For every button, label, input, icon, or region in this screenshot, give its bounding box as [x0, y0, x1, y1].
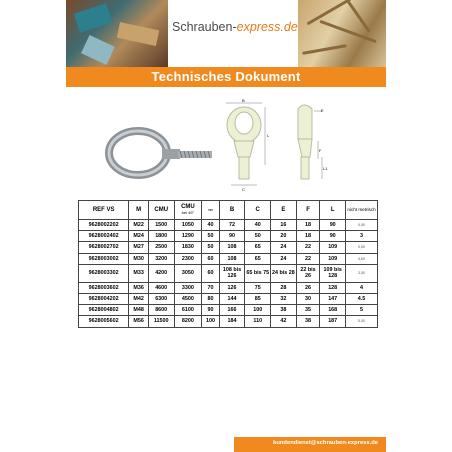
- table-cell: 11500: [148, 316, 174, 327]
- table-row: [79, 231, 378, 242]
- header-banner: [66, 0, 386, 67]
- table-cell: 100: [245, 305, 271, 316]
- table-row: [79, 242, 378, 253]
- table-row: [79, 305, 378, 316]
- table-cell: 24: [271, 242, 297, 253]
- table-cell: 4600: [148, 282, 174, 293]
- label-e: E: [321, 108, 324, 113]
- table-cell: 2500: [148, 242, 174, 253]
- table-cell: 3300: [174, 282, 202, 293]
- table-cell: 9628002402: [79, 231, 129, 242]
- table-cell: 22: [296, 253, 320, 264]
- table-cell: 38: [296, 316, 320, 327]
- document-page: [66, 0, 386, 452]
- table-cell: 70: [202, 282, 219, 293]
- logo-accent: express.de: [236, 20, 298, 34]
- table-cell: 187: [320, 316, 346, 327]
- header-ref: REF VS: [79, 201, 129, 220]
- table-cell: 2300: [174, 253, 202, 264]
- label-l: L: [267, 133, 270, 138]
- table-cell: M56: [129, 316, 149, 327]
- table-cell: M22: [129, 220, 149, 231]
- table-cell: 1830: [174, 242, 202, 253]
- table-cell: 3,60: [346, 253, 378, 264]
- table-cell: 6300: [148, 293, 174, 304]
- table-cell: 72: [219, 220, 245, 231]
- table-cell: 109 bis 128: [320, 264, 346, 282]
- table-cell: 9628003302: [79, 264, 129, 282]
- table-cell: 22 bis 26: [296, 264, 320, 282]
- table-cell: 108: [219, 253, 245, 264]
- table-cell: 60: [202, 264, 219, 282]
- table-cell: 40: [245, 220, 271, 231]
- table-cell: 32: [271, 293, 297, 304]
- header-c: C: [245, 201, 271, 220]
- table-cell: 3050: [174, 264, 202, 282]
- table-cell: 50: [202, 242, 219, 253]
- table-cell: 8600: [148, 305, 174, 316]
- table-cell: 147: [320, 293, 346, 304]
- table-cell: 4500: [174, 293, 202, 304]
- table-cell: 109: [320, 253, 346, 264]
- table-cell: 184: [219, 316, 245, 327]
- label-f: F: [319, 148, 322, 153]
- table-row: [79, 253, 378, 264]
- table-cell: 22: [296, 242, 320, 253]
- product-illustration: [66, 95, 386, 195]
- table-cell: M48: [129, 305, 149, 316]
- table-cell: 109: [320, 242, 346, 253]
- table-row: [79, 282, 378, 293]
- table-cell: 110: [245, 316, 271, 327]
- spec-table: [78, 200, 378, 328]
- table-cell: 42: [271, 316, 297, 327]
- table-cell: 40: [202, 220, 219, 231]
- table-cell: 4200: [148, 264, 174, 282]
- contact-email[interactable]: kundendienst@schrauben-express.de: [273, 440, 378, 446]
- table-cell: 85: [245, 293, 271, 304]
- table-cell: M36: [129, 282, 149, 293]
- header-m: M: [129, 201, 149, 220]
- table-cell: 35: [296, 305, 320, 316]
- eye-bolt-photo: [109, 131, 212, 175]
- table-cell: 24: [271, 253, 297, 264]
- table-cell: 9628005602: [79, 316, 129, 327]
- header-b: B: [219, 201, 245, 220]
- table-cell: 8200: [174, 316, 202, 327]
- label-b: B: [242, 98, 245, 103]
- table-cell: 90: [320, 220, 346, 231]
- title-bar: [66, 67, 386, 87]
- table-cell: 3: [346, 231, 378, 242]
- table-cell: 9628003002: [79, 253, 129, 264]
- table-cell: 5: [346, 305, 378, 316]
- footer-bar: [234, 437, 386, 452]
- header-nicht-metrisch: nicht metrisch: [346, 201, 378, 220]
- table-cell: 128: [320, 282, 346, 293]
- header-cmu-45: CMU bei 45°: [174, 201, 202, 220]
- table-cell: 5,50: [346, 316, 378, 327]
- table-cell: 3,50: [346, 264, 378, 282]
- table-cell: 1500: [148, 220, 174, 231]
- table-cell: M24: [129, 231, 149, 242]
- table-cell: 9628003602: [79, 282, 129, 293]
- table-cell: 3200: [148, 253, 174, 264]
- label-l1: L1: [323, 166, 328, 171]
- table-cell: 90: [202, 305, 219, 316]
- table-cell: M30: [129, 253, 149, 264]
- header-cmu: CMU: [148, 201, 174, 220]
- table-cell: 9628002202: [79, 220, 129, 231]
- table-cell: 90: [320, 231, 346, 242]
- side-view-drawing: [298, 105, 328, 179]
- table-cell: 20: [271, 231, 297, 242]
- table-cell: 166: [219, 305, 245, 316]
- table-cell: 16: [271, 220, 297, 231]
- table-cell: 80: [202, 293, 219, 304]
- document-title: Technisches Dokument: [151, 69, 301, 84]
- table-cell: 108 bis 126: [219, 264, 245, 282]
- table-cell: 65 bis 75: [245, 264, 271, 282]
- table-cell: M42: [129, 293, 149, 304]
- brand-logo: [172, 20, 298, 34]
- table-cell: 4: [346, 282, 378, 293]
- label-c: C: [242, 187, 245, 192]
- table-cell: 126: [219, 282, 245, 293]
- table-cell: 144: [219, 293, 245, 304]
- table-cell: 18: [296, 231, 320, 242]
- table-row: [79, 316, 378, 327]
- table-cell: 38: [271, 305, 297, 316]
- header-f: F: [296, 201, 320, 220]
- table-cell: 9628004802: [79, 305, 129, 316]
- tools-photo: [66, 0, 168, 67]
- table-cell: 6100: [174, 305, 202, 316]
- table-cell: 75: [245, 282, 271, 293]
- table-cell: 30: [296, 293, 320, 304]
- table-header-row: [79, 201, 378, 220]
- header-l: L: [320, 201, 346, 220]
- table-cell: 1050: [174, 220, 202, 231]
- table-cell: 24 bis 28: [271, 264, 297, 282]
- table-cell: 9628004202: [79, 293, 129, 304]
- logo-main: Schrauben-: [172, 20, 237, 34]
- table-cell: 18: [296, 220, 320, 231]
- table-cell: M27: [129, 242, 149, 253]
- table-cell: 90: [219, 231, 245, 242]
- table-cell: 0,50: [346, 242, 378, 253]
- header-e: E: [271, 201, 297, 220]
- front-view-drawing: [226, 98, 270, 192]
- header-mm: mm: [202, 201, 219, 220]
- table-cell: 4.5: [346, 293, 378, 304]
- table-cell: 108: [219, 242, 245, 253]
- table-cell: 168: [320, 305, 346, 316]
- table-cell: 50: [245, 231, 271, 242]
- screws-photo: [298, 0, 386, 67]
- table-cell: 60: [202, 253, 219, 264]
- table-row: [79, 264, 378, 282]
- table-cell: 1800: [148, 231, 174, 242]
- table-cell: 26: [296, 282, 320, 293]
- table-cell: 50: [202, 231, 219, 242]
- table-row: [79, 220, 378, 231]
- table-cell: 28: [271, 282, 297, 293]
- table-cell: 100: [202, 316, 219, 327]
- table-cell: 9628002702: [79, 242, 129, 253]
- table-cell: 1290: [174, 231, 202, 242]
- table-cell: 0,50: [346, 220, 378, 231]
- table-cell: 65: [245, 253, 271, 264]
- table-row: [79, 293, 378, 304]
- table-cell: 65: [245, 242, 271, 253]
- table-cell: M33: [129, 264, 149, 282]
